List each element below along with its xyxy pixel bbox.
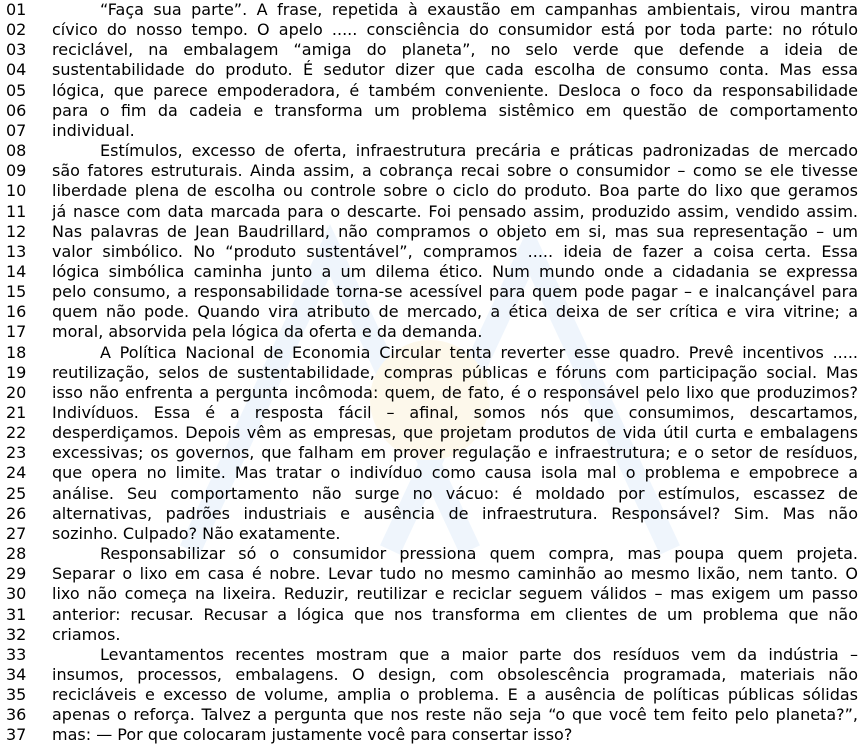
line-number: 34: [6, 664, 27, 684]
line-number: 02: [6, 20, 27, 40]
line-text: excessivas; os governos, que falham em prover regulação e infraestrutura; e o setor de resíduos,: [52, 443, 858, 463]
line-number: 30: [6, 584, 27, 604]
text-line: [0, 262, 867, 282]
line-number: 22: [6, 423, 27, 443]
line-text: Indivíduos. Essa é a resposta fácil – afinal, somos nós que consumimos, descartamos,: [52, 403, 858, 422]
line-text: lógica, que parece empoderadora, é também conveniente. Desloca o foco da responsabilidade: [52, 80, 858, 100]
line-number: 01: [6, 0, 27, 19]
line-text: apenas o reforça. Talvez a pergunta que nos reste não seja “o que você tem feito pelo planeta?”,: [52, 705, 858, 725]
line-text: mas: — Por que colocaram justamente você para consertar isso?: [52, 725, 573, 745]
line-text: já nasce com data marcada para o descarte. Foi pensado assim, produzido assim, vendido assim.: [52, 201, 858, 221]
text-line: [0, 383, 867, 403]
line-text: desperdiçamos. Depois vêm as empresas, que projetam produtos de vida útil curta e embalagens: [52, 423, 858, 443]
text-line: [0, 20, 867, 40]
line-text: reciclável, na embalagem “amiga do planeta”, no selo verde que defende a ideia de: [52, 40, 858, 60]
text-line: [0, 564, 867, 584]
line-number: 19: [6, 362, 27, 382]
line-number: 26: [6, 503, 27, 523]
line-number: 35: [6, 685, 27, 705]
line-text: isso não enfrenta a pergunta incômoda: quem, de fato, é o responsável pelo lixo que produzimos?: [52, 382, 858, 402]
line-text: sozinho. Culpado? Não exatamente.: [52, 523, 341, 543]
line-number: 14: [6, 261, 27, 281]
text-line: [0, 423, 867, 443]
line-number: 03: [6, 40, 27, 60]
text-line: [0, 343, 867, 363]
line-number: 20: [6, 382, 27, 402]
text-line: [0, 81, 867, 101]
line-text: criamos.: [52, 624, 121, 644]
text-line: [0, 322, 867, 342]
text-line: [0, 101, 867, 121]
text-line: [0, 282, 867, 302]
text-line: [0, 725, 867, 745]
line-text: Responsabilizar só o consumidor pressiona quem compra, mas poupa quem projeta.: [100, 544, 858, 564]
line-number: 33: [6, 644, 27, 664]
line-text: pelo consumo, a responsabilidade torna-se acessível para quem pode pagar – e inalcançável para: [52, 282, 858, 302]
line-text: A Política Nacional de Economia Circular tenta reverter esse quadro. Prevê incentivos .....: [100, 342, 858, 362]
text-line: [0, 504, 867, 524]
line-text: liberdade plena de escolha ou controle sobre o ciclo do produto. Boa parte do lixo que geramos: [52, 181, 858, 201]
text-line: [0, 524, 867, 544]
text-line: [0, 242, 867, 262]
line-text: Estímulos, excesso de oferta, infraestrutura precária e práticas padronizadas de mercado: [100, 141, 858, 161]
text-line: [0, 40, 867, 60]
line-number: 05: [6, 80, 27, 100]
line-text: são fatores estruturais. Ainda assim, a cobrança recai sobre o consumidor – como se ele tivesse: [52, 161, 858, 181]
line-number: 12: [6, 221, 27, 241]
line-number: 24: [6, 463, 27, 483]
line-number: 16: [6, 302, 27, 322]
text-line: [0, 443, 867, 463]
line-text: para o fim da cadeia e transforma um problema sistêmico em questão de comportamento: [52, 100, 858, 120]
line-text: insumos, processos, embalagens. O design, com obsolescência programada, materiais não: [52, 664, 858, 684]
line-text: Separar o lixo em casa é nobre. Levar tudo no mesmo caminhão ao mesmo lixão, nem tanto. O: [52, 564, 858, 584]
text-line: [0, 0, 867, 20]
line-number: 15: [6, 282, 27, 302]
line-text: quem não pode. Quando vira atributo de mercado, a ética deixa de ser crítica e vira vitrine; a: [52, 302, 858, 322]
line-text: valor simbólico. No “produto sustentável”, compramos ..... ideia de fazer a coisa certa. Essa: [52, 241, 858, 261]
line-text: cívico do nosso tempo. O apelo ..... consciência do consumidor está por toda parte: no rótulo: [52, 20, 858, 40]
line-number: 07: [6, 120, 27, 140]
line-text: individual.: [52, 120, 135, 140]
line-number: 08: [6, 141, 27, 161]
line-number: 37: [6, 725, 27, 745]
line-text: anterior: recusar. Recusar a lógica que nos transforma em clientes de um problema que não: [52, 604, 858, 624]
text-line: [0, 403, 867, 423]
text-line: [0, 484, 867, 504]
text-line: [0, 222, 867, 242]
text-line: [0, 605, 867, 625]
text-line: [0, 665, 867, 685]
line-number: 32: [6, 624, 27, 644]
line-text: análise. Seu comportamento não surge no vácuo: é moldado por estímulos, escassez de: [52, 483, 858, 503]
line-text: sustentabilidade do produto. É sedutor dizer que cada escolha de consumo conta. Mas essa: [52, 60, 858, 80]
line-text: “Faça sua parte”. A frase, repetida à exaustão em campanhas ambientais, virou mantra: [100, 0, 858, 19]
line-text: Nas palavras de Jean Baudrillard, não compramos o objeto em si, mas sua representação – um: [52, 221, 858, 241]
text-line: [0, 302, 867, 322]
line-number: 09: [6, 161, 27, 181]
line-text: que opera no limite. Mas tratar o indivíduo como causa isola mal o problema e empobrece a: [52, 463, 858, 483]
text-line: [0, 60, 867, 80]
line-text: lógica simbólica caminha junto a um dilema ético. Num mundo onde a cidadania se expressa: [52, 261, 858, 281]
line-text: alternativas, padrões industriais e ausência de infraestrutura. Responsável? Sim. Mas não: [52, 503, 858, 523]
line-number: 17: [6, 322, 27, 342]
line-number: 27: [6, 523, 27, 543]
line-number: 04: [6, 60, 27, 80]
line-number: 06: [6, 100, 27, 120]
line-number: 11: [6, 201, 27, 221]
line-text: moral, absorvida pela lógica da oferta e da demanda.: [52, 322, 483, 342]
text-line: [0, 202, 867, 222]
line-number: 18: [6, 342, 27, 362]
text-line: [0, 463, 867, 483]
text-line: [0, 544, 867, 564]
text-line: [0, 181, 867, 201]
text-line: [0, 645, 867, 665]
text-line: [0, 161, 867, 181]
text-line: [0, 685, 867, 705]
text-line: [0, 625, 867, 645]
line-number: 25: [6, 483, 27, 503]
line-number: 13: [6, 241, 27, 261]
line-number: 21: [6, 403, 27, 422]
text-line: [0, 705, 867, 725]
text-line: [0, 121, 867, 141]
line-number: 29: [6, 564, 27, 584]
line-number: 31: [6, 604, 27, 624]
text-line: [0, 363, 867, 383]
line-text: lixo não começa na lixeira. Reduzir, reutilizar e reciclar seguem válidos – mas exigem um passo: [52, 584, 858, 604]
text-line: [0, 584, 867, 604]
line-text: reutilização, selos de sustentabilidade, compras públicas e fóruns com participação social. Mas: [52, 362, 858, 382]
line-number: 28: [6, 544, 27, 564]
line-number: 36: [6, 705, 27, 725]
line-text: recicláveis e excesso de volume, amplia o problema. E a ausência de políticas públicas sólidas: [52, 685, 858, 705]
line-text: Levantamentos recentes mostram que a maior parte dos resíduos vem da indústria –: [100, 644, 858, 664]
line-number: 10: [6, 181, 27, 201]
text-line: [0, 141, 867, 161]
line-number: 23: [6, 443, 27, 463]
